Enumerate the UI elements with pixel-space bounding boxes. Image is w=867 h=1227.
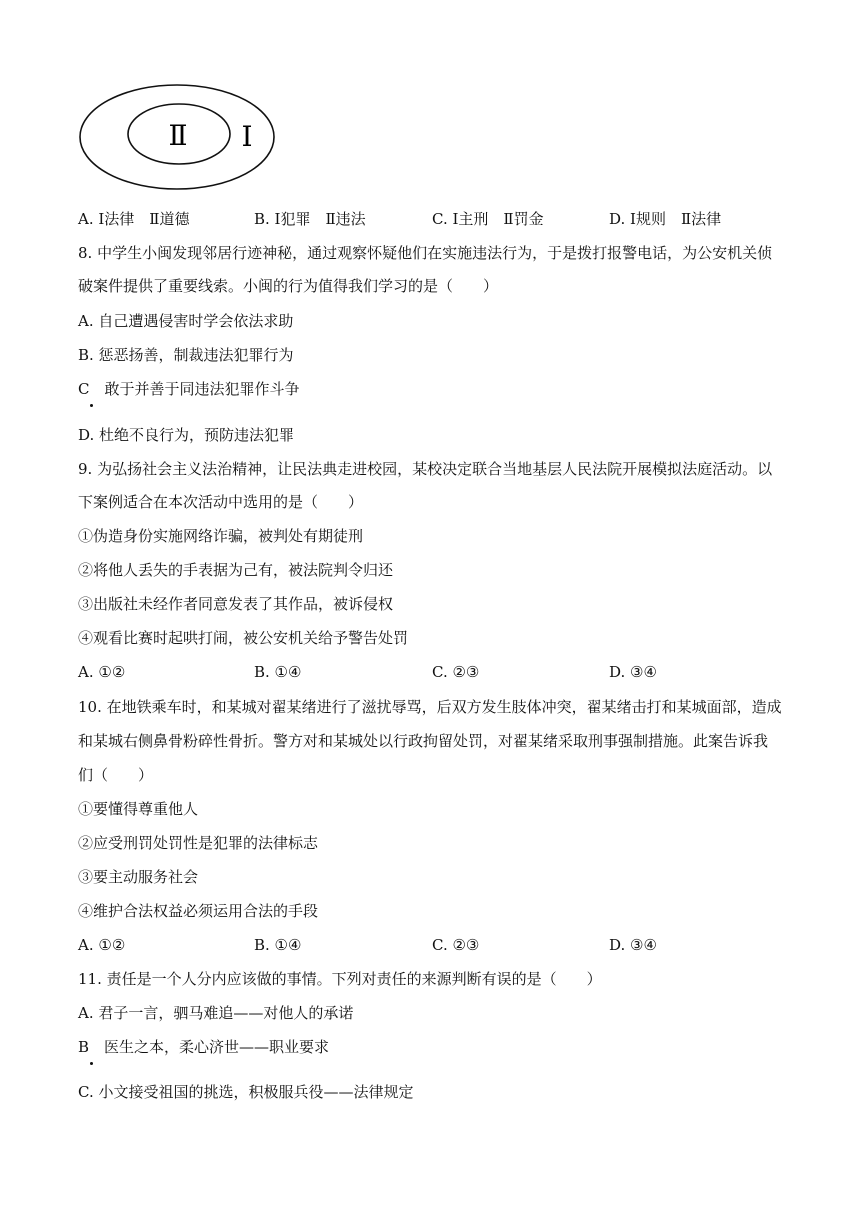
q8-stem-line2: 破案件提供了重要线索。小闽的行为值得我们学习的是（ ） [78, 277, 499, 295]
q10-stem-line2: 和某城右侧鼻骨粉碎性骨折。警方对和某城处以行政拘留处罚，对翟某绪采取刑事强制措施。此案告诉我 [78, 732, 769, 750]
q8-option-b[interactable]: B. 惩恶扬善，制裁违法犯罪行为 [78, 346, 294, 364]
outer-label: Ⅰ [241, 120, 253, 153]
q10-option-c[interactable]: C. ②③ [432, 936, 480, 954]
q10-item-4: ④维护合法权益必须运用合法的手段 [78, 902, 319, 920]
inner-label: Ⅱ [168, 119, 188, 152]
stray-dot [90, 1062, 93, 1065]
q7-option-a[interactable]: A. Ⅰ法律 Ⅱ道德 [78, 210, 190, 228]
q9-options [78, 661, 838, 683]
q10-stem-line3: 们（ ） [78, 766, 154, 784]
q9-option-c[interactable]: C. ②③ [432, 663, 480, 681]
q10-stem-line1: 10. 在地铁乘车时，和某城对翟某绪进行了滋扰辱骂，后双方发生肢体冲突，翟某绪击打和某城面部，造成 [78, 698, 782, 716]
q10-options [78, 934, 838, 956]
concept-diagram [78, 82, 278, 192]
q10-option-d[interactable]: D. ③④ [609, 936, 657, 954]
q11-option-b[interactable]: B 医生之本，柔心济世——职业要求 [78, 1038, 330, 1056]
q7-option-c[interactable]: C. Ⅰ主刑 Ⅱ罚金 [432, 210, 544, 228]
q8-option-c[interactable]: C 敢于并善于同违法犯罪作斗争 [78, 380, 300, 398]
q9-item-3: ③出版社未经作者同意发表了其作品，被诉侵权 [78, 595, 394, 613]
q9-stem-line2: 下案例适合在本次活动中选用的是（ ） [78, 493, 364, 511]
stray-dot [90, 404, 93, 407]
q11-option-a[interactable]: A. 君子一言，驷马难追——对他人的承诺 [78, 1004, 354, 1022]
q10-item-3: ③要主动服务社会 [78, 868, 199, 886]
q9-stem-line1: 9. 为弘扬社会主义法治精神，让民法典走进校园，某校决定联合当地基层人民法院开展模拟法庭活动。以 [78, 460, 773, 478]
q7-options [78, 208, 838, 230]
q9-option-d[interactable]: D. ③④ [609, 663, 657, 681]
q8-option-d[interactable]: D. 杜绝不良行为，预防违法犯罪 [78, 426, 295, 444]
q11-stem-line1: 11. 责任是一个人分内应该做的事情。下列对责任的来源判断有误的是（ ） [78, 970, 602, 988]
q9-item-2: ②将他人丢失的手表据为己有，被法院判令归还 [78, 561, 394, 579]
q9-option-a[interactable]: A. ①② [78, 663, 126, 681]
q10-item-2: ②应受刑罚处罚性是犯罪的法律标志 [78, 834, 319, 852]
q10-option-a[interactable]: A. ①② [78, 936, 126, 954]
q8-option-a[interactable]: A. 自己遭遇侵害时学会依法求助 [78, 312, 294, 330]
q8-stem-line1: 8. 中学生小闽发现邻居行迹神秘，通过观察怀疑他们在实施违法行为，于是拨打报警电话，为公安机关侦 [78, 244, 773, 262]
q10-item-1: ①要懂得尊重他人 [78, 800, 199, 818]
q11-option-c[interactable]: C. 小文接受祖国的挑选，积极服兵役——法律规定 [78, 1083, 414, 1101]
q9-item-1: ①伪造身份实施网络诈骗，被判处有期徒刑 [78, 527, 364, 545]
q7-option-d[interactable]: D. Ⅰ规则 Ⅱ法律 [609, 210, 722, 228]
q10-option-b[interactable]: B. ①④ [254, 936, 302, 954]
q9-option-b[interactable]: B. ①④ [254, 663, 302, 681]
q9-item-4: ④观看比赛时起哄打闹，被公安机关给予警告处罚 [78, 629, 409, 647]
q7-option-b[interactable]: B. Ⅰ犯罪 Ⅱ违法 [254, 210, 366, 228]
